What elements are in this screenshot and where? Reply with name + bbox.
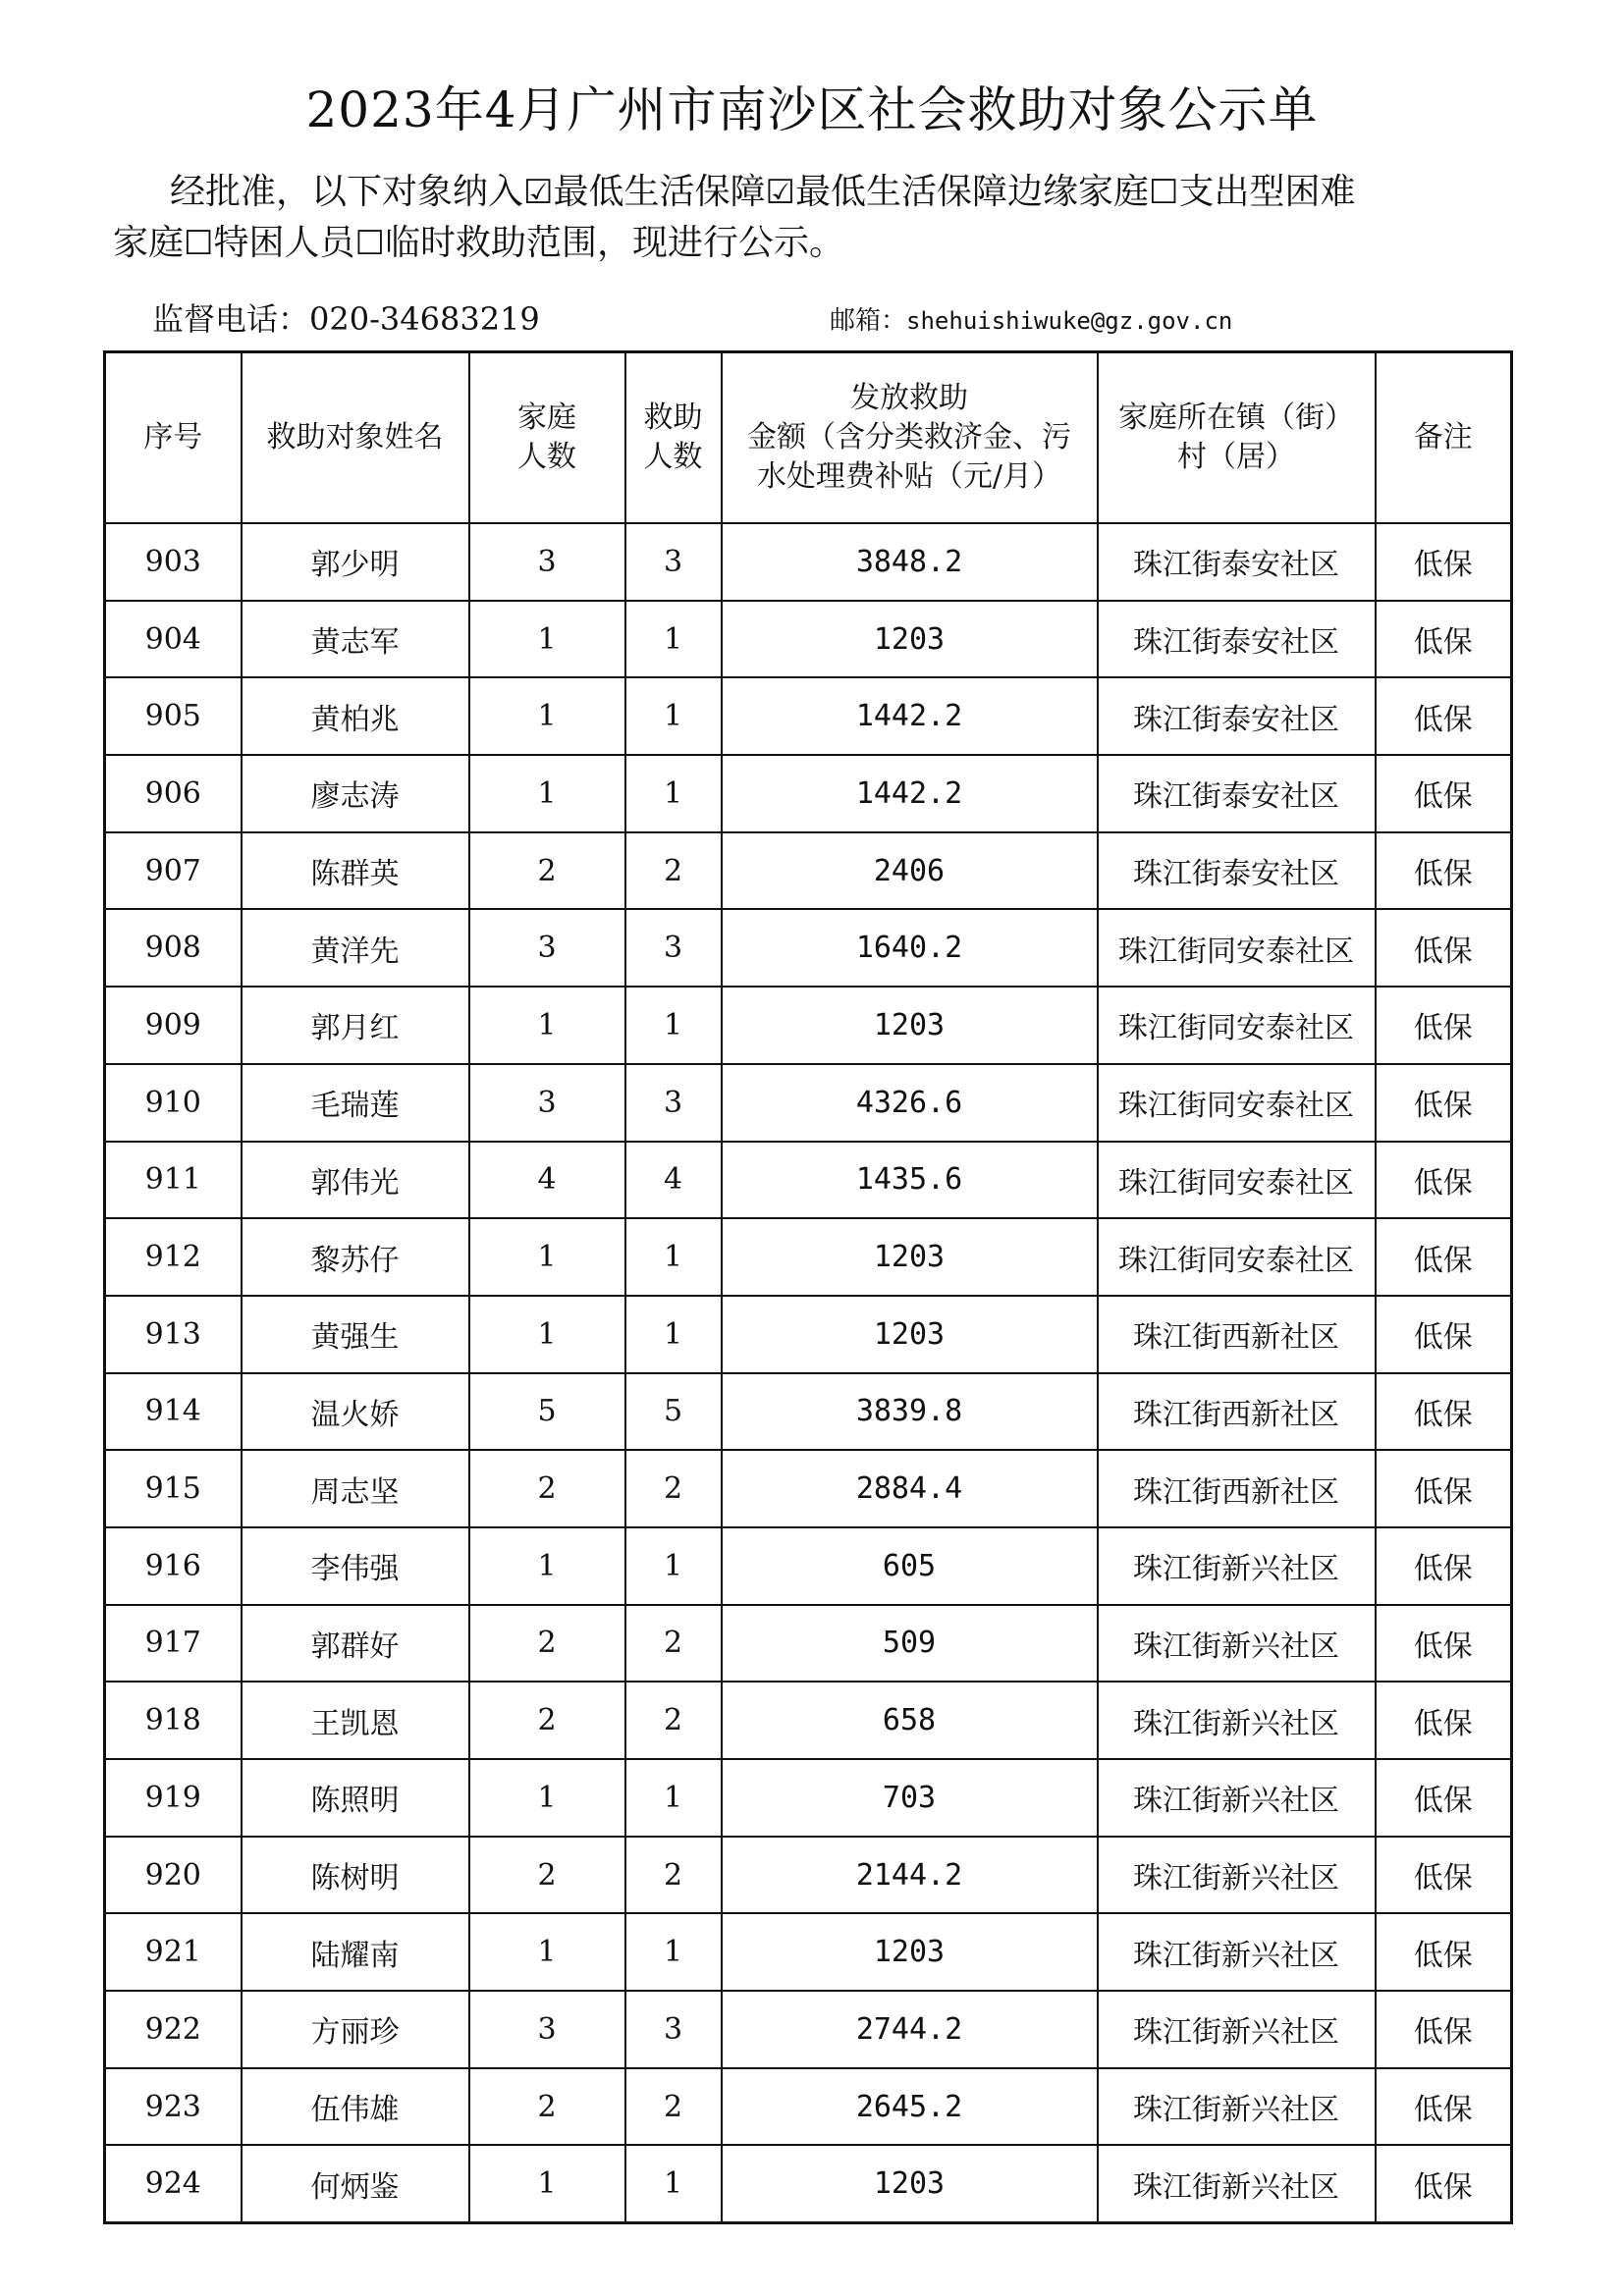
cell-amount: 1203 <box>722 1913 1098 1991</box>
cell-aid-count: 3 <box>625 523 722 601</box>
cell-amount: 2144.2 <box>722 1837 1098 1914</box>
cell-amount: 3848.2 <box>722 523 1098 601</box>
intro-line-1 <box>113 167 1507 218</box>
contact-email <box>830 300 1232 337</box>
cell-amount: 1203 <box>722 2145 1098 2222</box>
cell-name: 黎苏仔 <box>242 1218 469 1296</box>
option-marginal-family: 最低生活保障边缘家庭 <box>795 172 1150 212</box>
cell-amount: 703 <box>722 1759 1098 1837</box>
header-amount-line: 水处理费补贴（元/月） <box>756 459 1062 494</box>
cell-amount: 605 <box>722 1527 1098 1605</box>
table-row <box>105 1991 1512 2068</box>
table-header-row <box>105 352 1512 524</box>
cell-note: 低保 <box>1376 1218 1512 1296</box>
cell-family-count: 5 <box>469 1373 625 1451</box>
header-village-line: 家庭所在镇（街） <box>1118 400 1354 435</box>
cell-note: 低保 <box>1376 1605 1512 1682</box>
cell-note: 低保 <box>1376 677 1512 755</box>
cell-seq: 918 <box>105 1682 242 1759</box>
table-row <box>105 1142 1512 1219</box>
cell-name: 黄强生 <box>242 1296 469 1373</box>
table-row <box>105 755 1512 832</box>
cell-aid-count: 5 <box>625 1373 722 1451</box>
cell-amount: 1435.6 <box>722 1142 1098 1219</box>
option-special-hardship: 特困人员 <box>213 223 355 263</box>
header-village-line: 村（居） <box>1177 440 1295 474</box>
cell-seq: 904 <box>105 601 242 678</box>
cell-name: 黄柏兆 <box>242 677 469 755</box>
cell-family-count: 3 <box>469 1064 625 1142</box>
cell-family-count: 1 <box>469 601 625 678</box>
cell-seq: 911 <box>105 1142 242 1219</box>
table-row <box>105 987 1512 1064</box>
cell-village: 珠江街泰安社区 <box>1098 677 1376 755</box>
cell-seq: 923 <box>105 2068 242 2146</box>
cell-amount: 2406 <box>722 832 1098 910</box>
cell-family-count: 1 <box>469 677 625 755</box>
cell-note: 低保 <box>1376 1682 1512 1759</box>
cell-village: 珠江街西新社区 <box>1098 1373 1376 1451</box>
cell-seq: 922 <box>105 1991 242 2068</box>
header-amount-line: 金额（含分类救济金、污 <box>747 420 1071 454</box>
header-seq: 序号 <box>105 352 242 524</box>
checkbox-icon: ☐ <box>184 224 214 263</box>
checkbox-icon: ☐ <box>1149 173 1179 212</box>
header-village <box>1098 352 1376 524</box>
cell-aid-count: 2 <box>625 832 722 910</box>
intro-paragraph <box>113 167 1507 269</box>
table-row <box>105 1373 1512 1451</box>
cell-aid-count: 1 <box>625 1759 722 1837</box>
cell-name: 李伟强 <box>242 1527 469 1605</box>
checkbox-icon: ☑ <box>765 173 795 212</box>
cell-seq: 906 <box>105 755 242 832</box>
cell-aid-count: 3 <box>625 909 722 987</box>
cell-village: 珠江街新兴社区 <box>1098 2068 1376 2146</box>
header-aid-count-line: 救助 <box>643 400 703 435</box>
cell-note: 低保 <box>1376 832 1512 910</box>
supervision-phone <box>152 294 540 340</box>
cell-note: 低保 <box>1376 1759 1512 1837</box>
cell-note: 低保 <box>1376 987 1512 1064</box>
cell-name: 郭群好 <box>242 1605 469 1682</box>
cell-amount: 2884.4 <box>722 1450 1098 1527</box>
recipient-table <box>103 350 1513 2224</box>
cell-seq: 910 <box>105 1064 242 1142</box>
cell-note: 低保 <box>1376 755 1512 832</box>
cell-note: 低保 <box>1376 1991 1512 2068</box>
cell-name: 方丽珍 <box>242 1991 469 2068</box>
cell-note: 低保 <box>1376 1527 1512 1605</box>
option-expense-hardship-cont: 家庭 <box>113 223 185 263</box>
header-aid-count <box>625 352 722 524</box>
table-row <box>105 2145 1512 2222</box>
header-family-count-line: 家庭 <box>517 400 576 435</box>
cell-family-count: 2 <box>469 1605 625 1682</box>
option-expense-hardship: 支出型困难 <box>1178 172 1356 212</box>
table-row <box>105 1064 1512 1142</box>
cell-note: 低保 <box>1376 1913 1512 1991</box>
table-row <box>105 909 1512 987</box>
table-row <box>105 1837 1512 1914</box>
cell-village: 珠江街新兴社区 <box>1098 1913 1376 1991</box>
header-note: 备注 <box>1376 352 1512 524</box>
cell-amount: 2744.2 <box>722 1991 1098 2068</box>
cell-village: 珠江街同安泰社区 <box>1098 1218 1376 1296</box>
cell-name: 陈树明 <box>242 1837 469 1914</box>
cell-family-count: 2 <box>469 832 625 910</box>
cell-aid-count: 1 <box>625 2145 722 2222</box>
cell-name: 何炳鉴 <box>242 2145 469 2222</box>
cell-village: 珠江街西新社区 <box>1098 1296 1376 1373</box>
cell-name: 黄志军 <box>242 601 469 678</box>
cell-amount: 1203 <box>722 987 1098 1064</box>
table-row <box>105 1450 1512 1527</box>
cell-seq: 921 <box>105 1913 242 1991</box>
cell-name: 陈群英 <box>242 832 469 910</box>
cell-aid-count: 1 <box>625 1296 722 1373</box>
cell-family-count: 2 <box>469 2068 625 2146</box>
cell-seq: 916 <box>105 1527 242 1605</box>
cell-village: 珠江街泰安社区 <box>1098 523 1376 601</box>
cell-village: 珠江街泰安社区 <box>1098 601 1376 678</box>
cell-aid-count: 1 <box>625 1218 722 1296</box>
cell-aid-count: 1 <box>625 987 722 1064</box>
cell-village: 珠江街新兴社区 <box>1098 1759 1376 1837</box>
option-temporary-aid: 临时救助范围，现进行公示。 <box>385 223 845 263</box>
cell-family-count: 2 <box>469 1450 625 1527</box>
table-row <box>105 677 1512 755</box>
cell-name: 郭月红 <box>242 987 469 1064</box>
cell-seq: 915 <box>105 1450 242 1527</box>
cell-village: 珠江街新兴社区 <box>1098 1991 1376 2068</box>
cell-note: 低保 <box>1376 909 1512 987</box>
table-row <box>105 2068 1512 2146</box>
table-row <box>105 1296 1512 1373</box>
cell-amount: 1640.2 <box>722 909 1098 987</box>
cell-family-count: 3 <box>469 909 625 987</box>
cell-aid-count: 1 <box>625 1913 722 1991</box>
cell-note: 低保 <box>1376 2145 1512 2222</box>
cell-family-count: 1 <box>469 2145 625 2222</box>
cell-name: 陈照明 <box>242 1759 469 1837</box>
table-row <box>105 832 1512 910</box>
email-label: 邮箱： <box>830 306 907 336</box>
cell-note: 低保 <box>1376 523 1512 601</box>
intro-lead: 经批准，以下对象纳入 <box>170 172 524 212</box>
cell-village: 珠江街新兴社区 <box>1098 1682 1376 1759</box>
table-row <box>105 1527 1512 1605</box>
header-name: 救助对象姓名 <box>242 352 469 524</box>
checkbox-icon: ☐ <box>354 224 385 263</box>
cell-family-count: 1 <box>469 1296 625 1373</box>
cell-amount: 509 <box>722 1605 1098 1682</box>
cell-name: 郭伟光 <box>242 1142 469 1219</box>
cell-family-count: 1 <box>469 1527 625 1605</box>
cell-aid-count: 2 <box>625 1605 722 1682</box>
cell-seq: 905 <box>105 677 242 755</box>
cell-seq: 903 <box>105 523 242 601</box>
header-aid-count-line: 人数 <box>643 440 703 474</box>
cell-name: 郭少明 <box>242 523 469 601</box>
cell-family-count: 1 <box>469 1218 625 1296</box>
cell-family-count: 1 <box>469 987 625 1064</box>
cell-village: 珠江街泰安社区 <box>1098 755 1376 832</box>
phone-number: 020-34683219 <box>309 300 540 338</box>
cell-family-count: 1 <box>469 1759 625 1837</box>
cell-amount: 3839.8 <box>722 1373 1098 1451</box>
cell-family-count: 3 <box>469 523 625 601</box>
cell-amount: 1203 <box>722 1296 1098 1373</box>
cell-amount: 1442.2 <box>722 755 1098 832</box>
cell-village: 珠江街新兴社区 <box>1098 1605 1376 1682</box>
cell-name: 黄洋先 <box>242 909 469 987</box>
cell-name: 廖志涛 <box>242 755 469 832</box>
cell-note: 低保 <box>1376 1142 1512 1219</box>
cell-note: 低保 <box>1376 1373 1512 1451</box>
cell-name: 温火娇 <box>242 1373 469 1451</box>
cell-amount: 1442.2 <box>722 677 1098 755</box>
cell-amount: 1203 <box>722 601 1098 678</box>
cell-family-count: 1 <box>469 1913 625 1991</box>
cell-aid-count: 3 <box>625 1064 722 1142</box>
cell-aid-count: 1 <box>625 1527 722 1605</box>
cell-seq: 920 <box>105 1837 242 1914</box>
cell-family-count: 2 <box>469 1682 625 1759</box>
cell-name: 周志坚 <box>242 1450 469 1527</box>
table-row <box>105 601 1512 678</box>
intro-line-2 <box>113 218 1507 269</box>
cell-seq: 914 <box>105 1373 242 1451</box>
cell-seq: 917 <box>105 1605 242 1682</box>
cell-family-count: 3 <box>469 1991 625 2068</box>
cell-amount: 1203 <box>722 1218 1098 1296</box>
cell-aid-count: 1 <box>625 755 722 832</box>
cell-seq: 912 <box>105 1218 242 1296</box>
header-family-count <box>469 352 625 524</box>
cell-seq: 924 <box>105 2145 242 2222</box>
cell-village: 珠江街同安泰社区 <box>1098 909 1376 987</box>
email-address: shehuishiwuke@gz.gov.cn <box>906 307 1233 335</box>
cell-village: 珠江街西新社区 <box>1098 1450 1376 1527</box>
cell-seq: 913 <box>105 1296 242 1373</box>
cell-note: 低保 <box>1376 1296 1512 1373</box>
cell-amount: 2645.2 <box>722 2068 1098 2146</box>
cell-village: 珠江街同安泰社区 <box>1098 1142 1376 1219</box>
cell-village: 珠江街新兴社区 <box>1098 1527 1376 1605</box>
cell-village: 珠江街同安泰社区 <box>1098 1064 1376 1142</box>
cell-name: 陆耀南 <box>242 1913 469 1991</box>
cell-note: 低保 <box>1376 1450 1512 1527</box>
option-min-living: 最低生活保障 <box>553 172 766 212</box>
cell-family-count: 4 <box>469 1142 625 1219</box>
cell-seq: 909 <box>105 987 242 1064</box>
cell-seq: 919 <box>105 1759 242 1837</box>
cell-village: 珠江街新兴社区 <box>1098 2145 1376 2222</box>
header-amount-line: 发放救助 <box>850 381 968 415</box>
table-row <box>105 1682 1512 1759</box>
cell-aid-count: 1 <box>625 601 722 678</box>
cell-aid-count: 2 <box>625 1837 722 1914</box>
cell-aid-count: 3 <box>625 1991 722 2068</box>
cell-aid-count: 1 <box>625 677 722 755</box>
cell-note: 低保 <box>1376 1837 1512 1914</box>
cell-village: 珠江街泰安社区 <box>1098 832 1376 910</box>
cell-family-count: 1 <box>469 755 625 832</box>
cell-family-count: 2 <box>469 1837 625 1914</box>
cell-aid-count: 2 <box>625 1450 722 1527</box>
header-family-count-line: 人数 <box>517 440 576 474</box>
cell-note: 低保 <box>1376 601 1512 678</box>
cell-amount: 658 <box>722 1682 1098 1759</box>
table-row <box>105 1605 1512 1682</box>
table-row <box>105 523 1512 601</box>
cell-note: 低保 <box>1376 2068 1512 2146</box>
page-title: 2023年4月广州市南沙区社会救助对象公示单 <box>305 81 1319 138</box>
cell-note: 低保 <box>1376 1064 1512 1142</box>
cell-seq: 907 <box>105 832 242 910</box>
table-row <box>105 1218 1512 1296</box>
phone-label: 监督电话： <box>152 300 310 338</box>
cell-aid-count: 2 <box>625 1682 722 1759</box>
cell-seq: 908 <box>105 909 242 987</box>
table-row <box>105 1913 1512 1991</box>
cell-aid-count: 4 <box>625 1142 722 1219</box>
cell-name: 毛瑞莲 <box>242 1064 469 1142</box>
cell-amount: 4326.6 <box>722 1064 1098 1142</box>
cell-name: 王凯恩 <box>242 1682 469 1759</box>
table-row <box>105 1759 1512 1837</box>
cell-village: 珠江街同安泰社区 <box>1098 987 1376 1064</box>
cell-name: 伍伟雄 <box>242 2068 469 2146</box>
header-amount <box>722 352 1098 524</box>
cell-village: 珠江街新兴社区 <box>1098 1837 1376 1914</box>
checkbox-icon: ☑ <box>523 173 554 212</box>
cell-aid-count: 2 <box>625 2068 722 2146</box>
